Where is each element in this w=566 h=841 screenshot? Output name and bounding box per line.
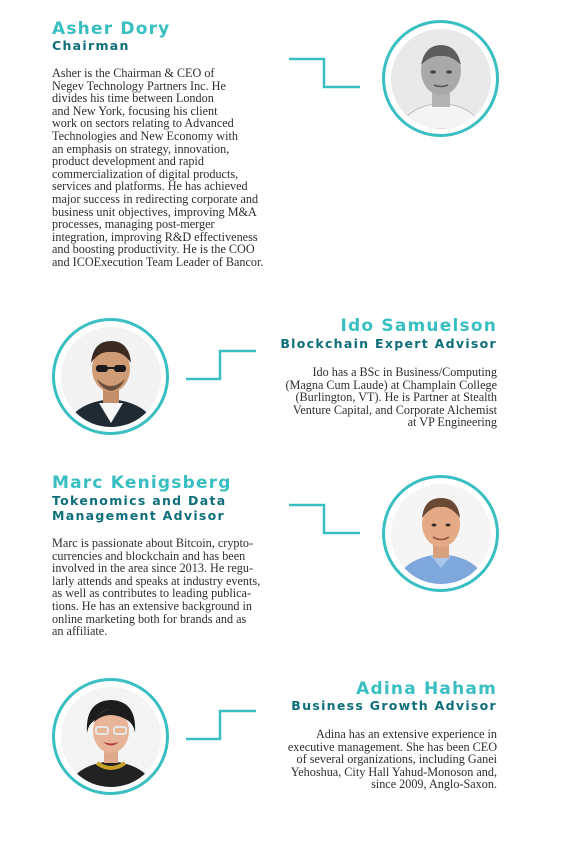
asher-dory-connector bbox=[288, 57, 378, 89]
asher-dory-name: Asher Dory bbox=[52, 19, 171, 39]
marc-kenigsberg-photo bbox=[391, 484, 491, 584]
ido-samuelson-portrait bbox=[52, 318, 169, 435]
ido-samuelson-photo bbox=[61, 327, 161, 427]
adina-haham-name: Adina Haham bbox=[356, 679, 497, 699]
marc-kenigsberg-role: Tokenomics and Data Management Advisor bbox=[52, 493, 227, 523]
marc-kenigsberg-name: Marc Kenigsberg bbox=[52, 473, 232, 493]
marc-kenigsberg-connector bbox=[288, 503, 378, 535]
ido-samuelson-name: Ido Samuelson bbox=[340, 316, 497, 336]
adina-haham-connector bbox=[186, 709, 266, 741]
adina-haham-portrait bbox=[52, 678, 169, 795]
ido-samuelson-connector bbox=[186, 349, 266, 381]
adina-haham-photo bbox=[61, 687, 161, 787]
asher-dory-role: Chairman bbox=[52, 38, 130, 53]
asher-dory-photo bbox=[391, 29, 491, 129]
adina-haham-bio: Adina has an extensive experience in executive management. She has been CEO of several organizations, including Ganei Yehoshua, City Hall Yahud-Monoson and, since 2009, Anglo-Saxon. bbox=[287, 727, 497, 792]
ido-samuelson-bio: Ido has a BSc in Business/Computing (Magna Cum Laude) at Champlain College (Burlington, VT). He is Partner at Stealth Venture Capital, and Corporate Alchemist at VP Engineering bbox=[285, 365, 497, 430]
marc-kenigsberg-bio: Marc is passionate about Bitcoin, crypto- currencies and blockchain and has been involved in the area since 2013. He regu- larly attends and speaks at industry events, as well as contributes to leading publica- tions. He has an extensive background in online marketing both for brands and as an affiliate. bbox=[52, 536, 261, 639]
asher-dory-bio: Asher is the Chairman & CEO of Negev Technology Partners Inc. He divides his time between London and New York, focusing his client work on sectors relating to Advanced Technologies and New Economy with an emphasis on strategy, innovation, product development and rapid commercialization of digital products, services and platforms. He has achieved major success in redirecting corporate and business unit objectives, improving M&A processes, managing post-merger integration, improving R&D effectiveness and boosting productivity. He is the COO and ICOExecution Team Leader of Bancor. bbox=[52, 66, 264, 269]
adina-haham-role: Business Growth Advisor bbox=[291, 698, 497, 713]
ido-samuelson-role: Blockchain Expert Advisor bbox=[280, 336, 497, 351]
asher-dory-portrait bbox=[382, 20, 499, 137]
marc-kenigsberg-portrait bbox=[382, 475, 499, 592]
